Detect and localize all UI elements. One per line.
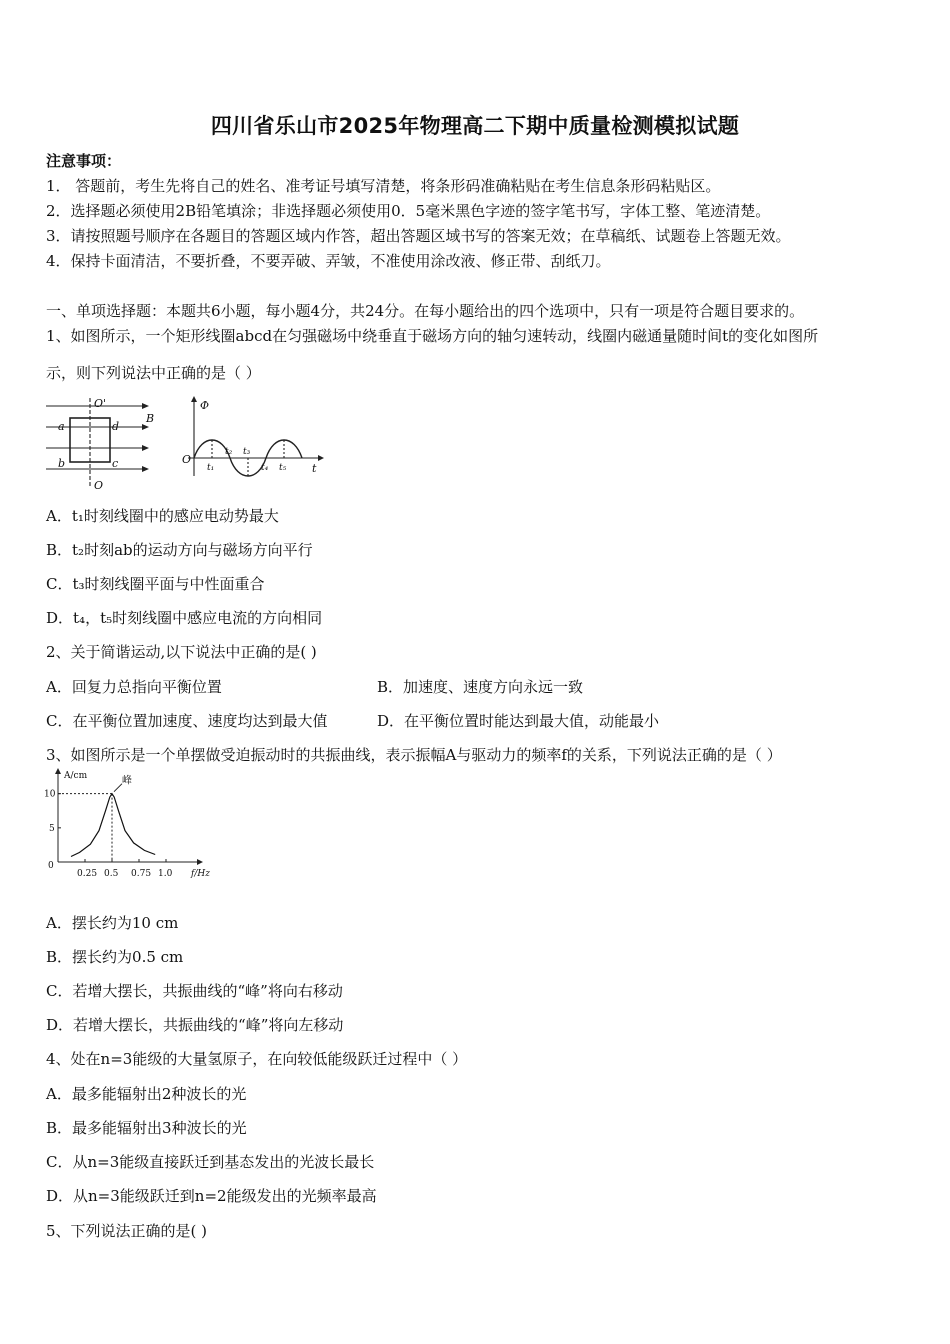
y-tick-label: 5 [49, 823, 55, 834]
q3-resonance-chart [44, 771, 210, 882]
label-t4: t₄ [261, 463, 269, 473]
label-o-prime: O' [94, 397, 107, 410]
q3-option-b: B．摆长约为0.5 cm [46, 948, 184, 966]
notice-item-4: 4．保持卡面清洁，不要折叠，不要弄破、弄皱，不准使用涂改液、修正带、刮纸刀。 [46, 252, 611, 270]
q2-option-a: A．回复力总指向平衡位置 [46, 678, 222, 696]
origin-label: 0 [48, 861, 54, 871]
q3-stem: 3、如图所示是一个单摆做受迫振动时的共振曲线，表示振幅A与驱动力的频率f的关系，下列说法正确的是（ ） [46, 746, 782, 764]
label-o: O [94, 479, 104, 492]
label-origin: O [182, 453, 192, 466]
peak-pointer [114, 784, 122, 792]
x-axis-label: f/Hz [191, 869, 210, 879]
q4-stem: 4、处在n=3能级的大量氢原子，在向较低能级跃迁过程中（ ） [46, 1050, 468, 1068]
notice-heading: 注意事项： [46, 152, 122, 170]
q1-stem-line2: 示，则下列说法中正确的是（ ） [46, 364, 261, 382]
label-b: b [58, 457, 66, 470]
notice-item-3: 3．请按照题号顺序在各题目的答题区域内作答，超出答题区域书写的答案无效；在草稿纸、试题卷上答题无效。 [46, 227, 791, 245]
q3-option-c: C．若增大摆长，共振曲线的“峰”将向右移动 [46, 982, 343, 1000]
label-t5: t₅ [279, 463, 287, 473]
q2-option-b: B．加速度、速度方向永远一致 [377, 678, 584, 696]
q1-stem-line1: 1、如图所示，一个矩形线圈abcd在匀强磁场中绕垂直于磁场方向的轴匀速转动，线圈内磁通量随时间t的变化如图所 [46, 327, 819, 345]
label-d: d [112, 420, 120, 433]
q1-option-a: A．t₁时刻线圈中的感应电动势最大 [46, 507, 279, 525]
q1-option-c: C．t₃时刻线圈平面与中性面重合 [46, 575, 265, 593]
x-axis-arrow [197, 859, 203, 865]
label-t2: t₂ [225, 447, 233, 457]
label-c: c [112, 457, 119, 470]
q4-option-a: A．最多能辐射出2种波长的光 [46, 1085, 247, 1103]
q2-stem: 2、关于简谐运动,以下说法中正确的是( ) [46, 643, 317, 661]
y-axis-arrow [55, 768, 61, 774]
q1-option-b: B．t₂时刻ab的运动方向与磁场方向平行 [46, 541, 313, 559]
q4-option-c: C．从n=3能级直接跃迁到基态发出的光波长最长 [46, 1153, 375, 1171]
y-tick-label: 10 [44, 789, 56, 800]
notice-item-2: 2．选择题必须使用2B铅笔填涂；非选择题必须使用0．5毫米黑色字迹的签字笔书写，字体工整、笔迹清楚。 [46, 202, 771, 220]
resonance-curve [71, 794, 155, 857]
q1-option-d: D．t₄，t₅时刻线圈中感应电流的方向相同 [46, 609, 323, 627]
q3-option-a: A．摆长约为10 cm [46, 914, 179, 932]
q2-option-c: C．在平衡位置加速度、速度均达到最大值 [46, 712, 328, 730]
peak-annotation: 峰 [122, 775, 132, 787]
label-a: a [58, 420, 65, 433]
label-phi: Φ [200, 399, 210, 412]
q1-flux-graph [178, 396, 326, 480]
q2-option-d: D．在平衡位置时能达到最大值，动能最小 [377, 712, 660, 730]
x-tick-label: 0.75 [131, 869, 152, 879]
x-tick-label: 1.0 [158, 869, 173, 879]
q1-coil-figure [44, 394, 159, 492]
label-t3: t₃ [243, 447, 251, 457]
x-tick-label: 0.5 [104, 869, 119, 879]
x-tick-label: 0.25 [77, 869, 98, 879]
q4-option-b: B．最多能辐射出3种波长的光 [46, 1119, 247, 1137]
y-axis-label: A/cm [64, 771, 88, 781]
notice-item-1: 1． 答题前，考生先将自己的姓名、准考证号填写清楚，将条形码准确粘贴在考生信息条形码粘贴区。 [46, 177, 721, 195]
section-heading: 一、单项选择题：本题共6小题，每小题4分，共24分。在每小题给出的四个选项中，只有一项是符合题目要求的。 [46, 302, 805, 320]
q5-stem: 5、下列说法正确的是( ) [46, 1222, 208, 1240]
q3-option-d: D．若增大摆长，共振曲线的“峰”将向左移动 [46, 1016, 344, 1034]
label-t1: t₁ [207, 463, 215, 473]
label-t: t [312, 462, 317, 475]
label-b-field: B [146, 412, 155, 425]
q4-option-d: D．从n=3能级跃迁到n=2能级发出的光频率最高 [46, 1187, 377, 1205]
page-title: 四川省乐山市2025年物理高二下期中质量检测模拟试题 [210, 114, 740, 138]
